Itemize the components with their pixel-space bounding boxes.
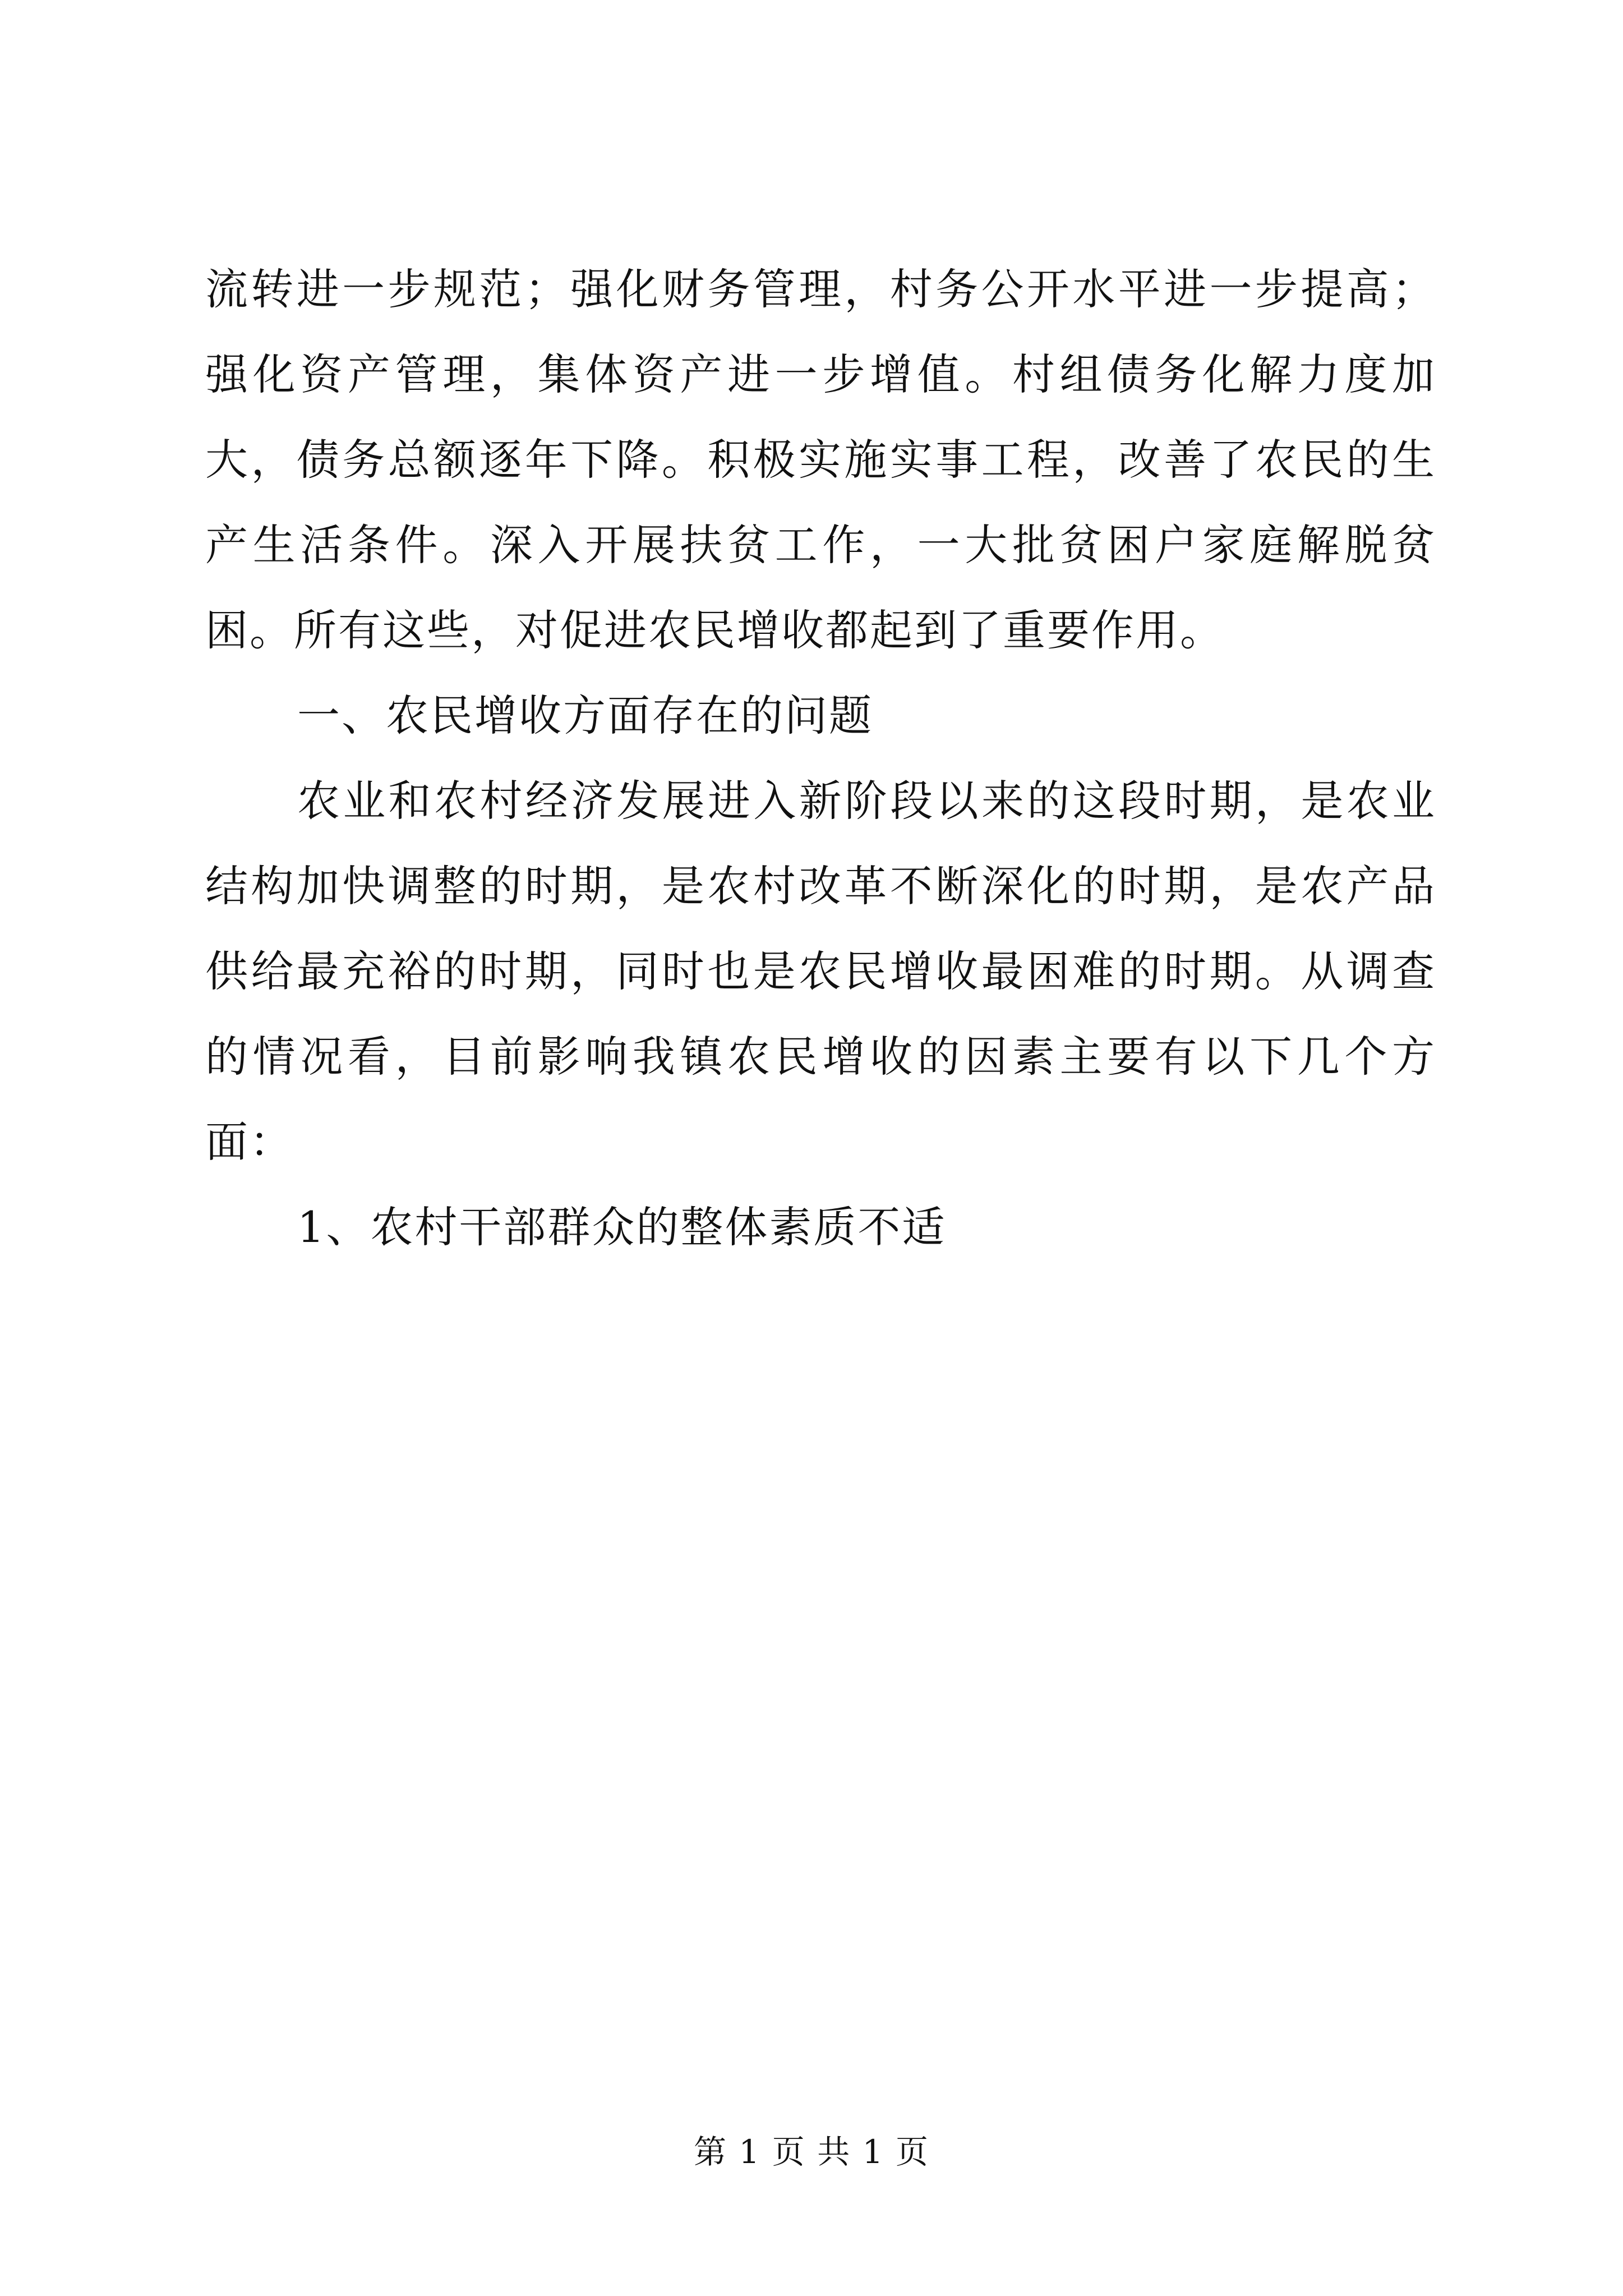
subsection-heading: 1、农村干部群众的整体素质不适: [297, 1202, 947, 1252]
body-paragraph: 农业和农村经济发展进入新阶段以来的这段时期，是农业结构加快调整的时期，是农村改革不断深化的时期，是农产品供给最充裕的时期，同时也是农民增收最困难的时期。从调查的情况看，目前影响我镇农民增收的因素主要有以下几个方面：: [205, 776, 1436, 1167]
page-number-label: 第 1 页 共 1 页: [694, 2133, 929, 2171]
page-footer: [0, 2129, 1623, 2174]
body-paragraph: 流转进一步规范；强化财务管理，村务公开水平进一步提高；强化资产管理，集体资产进一步增值。村组债务化解力度加大，债务总额逐年下降。积极实施实事工程，改善了农民的生产生活条件。深入开展扶贫工作，一大批贫困户家庭解脱贫困。所有这些，对促进农民增收都起到了重要作用。: [205, 264, 1436, 655]
document-body: [205, 247, 1436, 1270]
section-heading: 一、农民增收方面存在的问题: [297, 691, 873, 740]
